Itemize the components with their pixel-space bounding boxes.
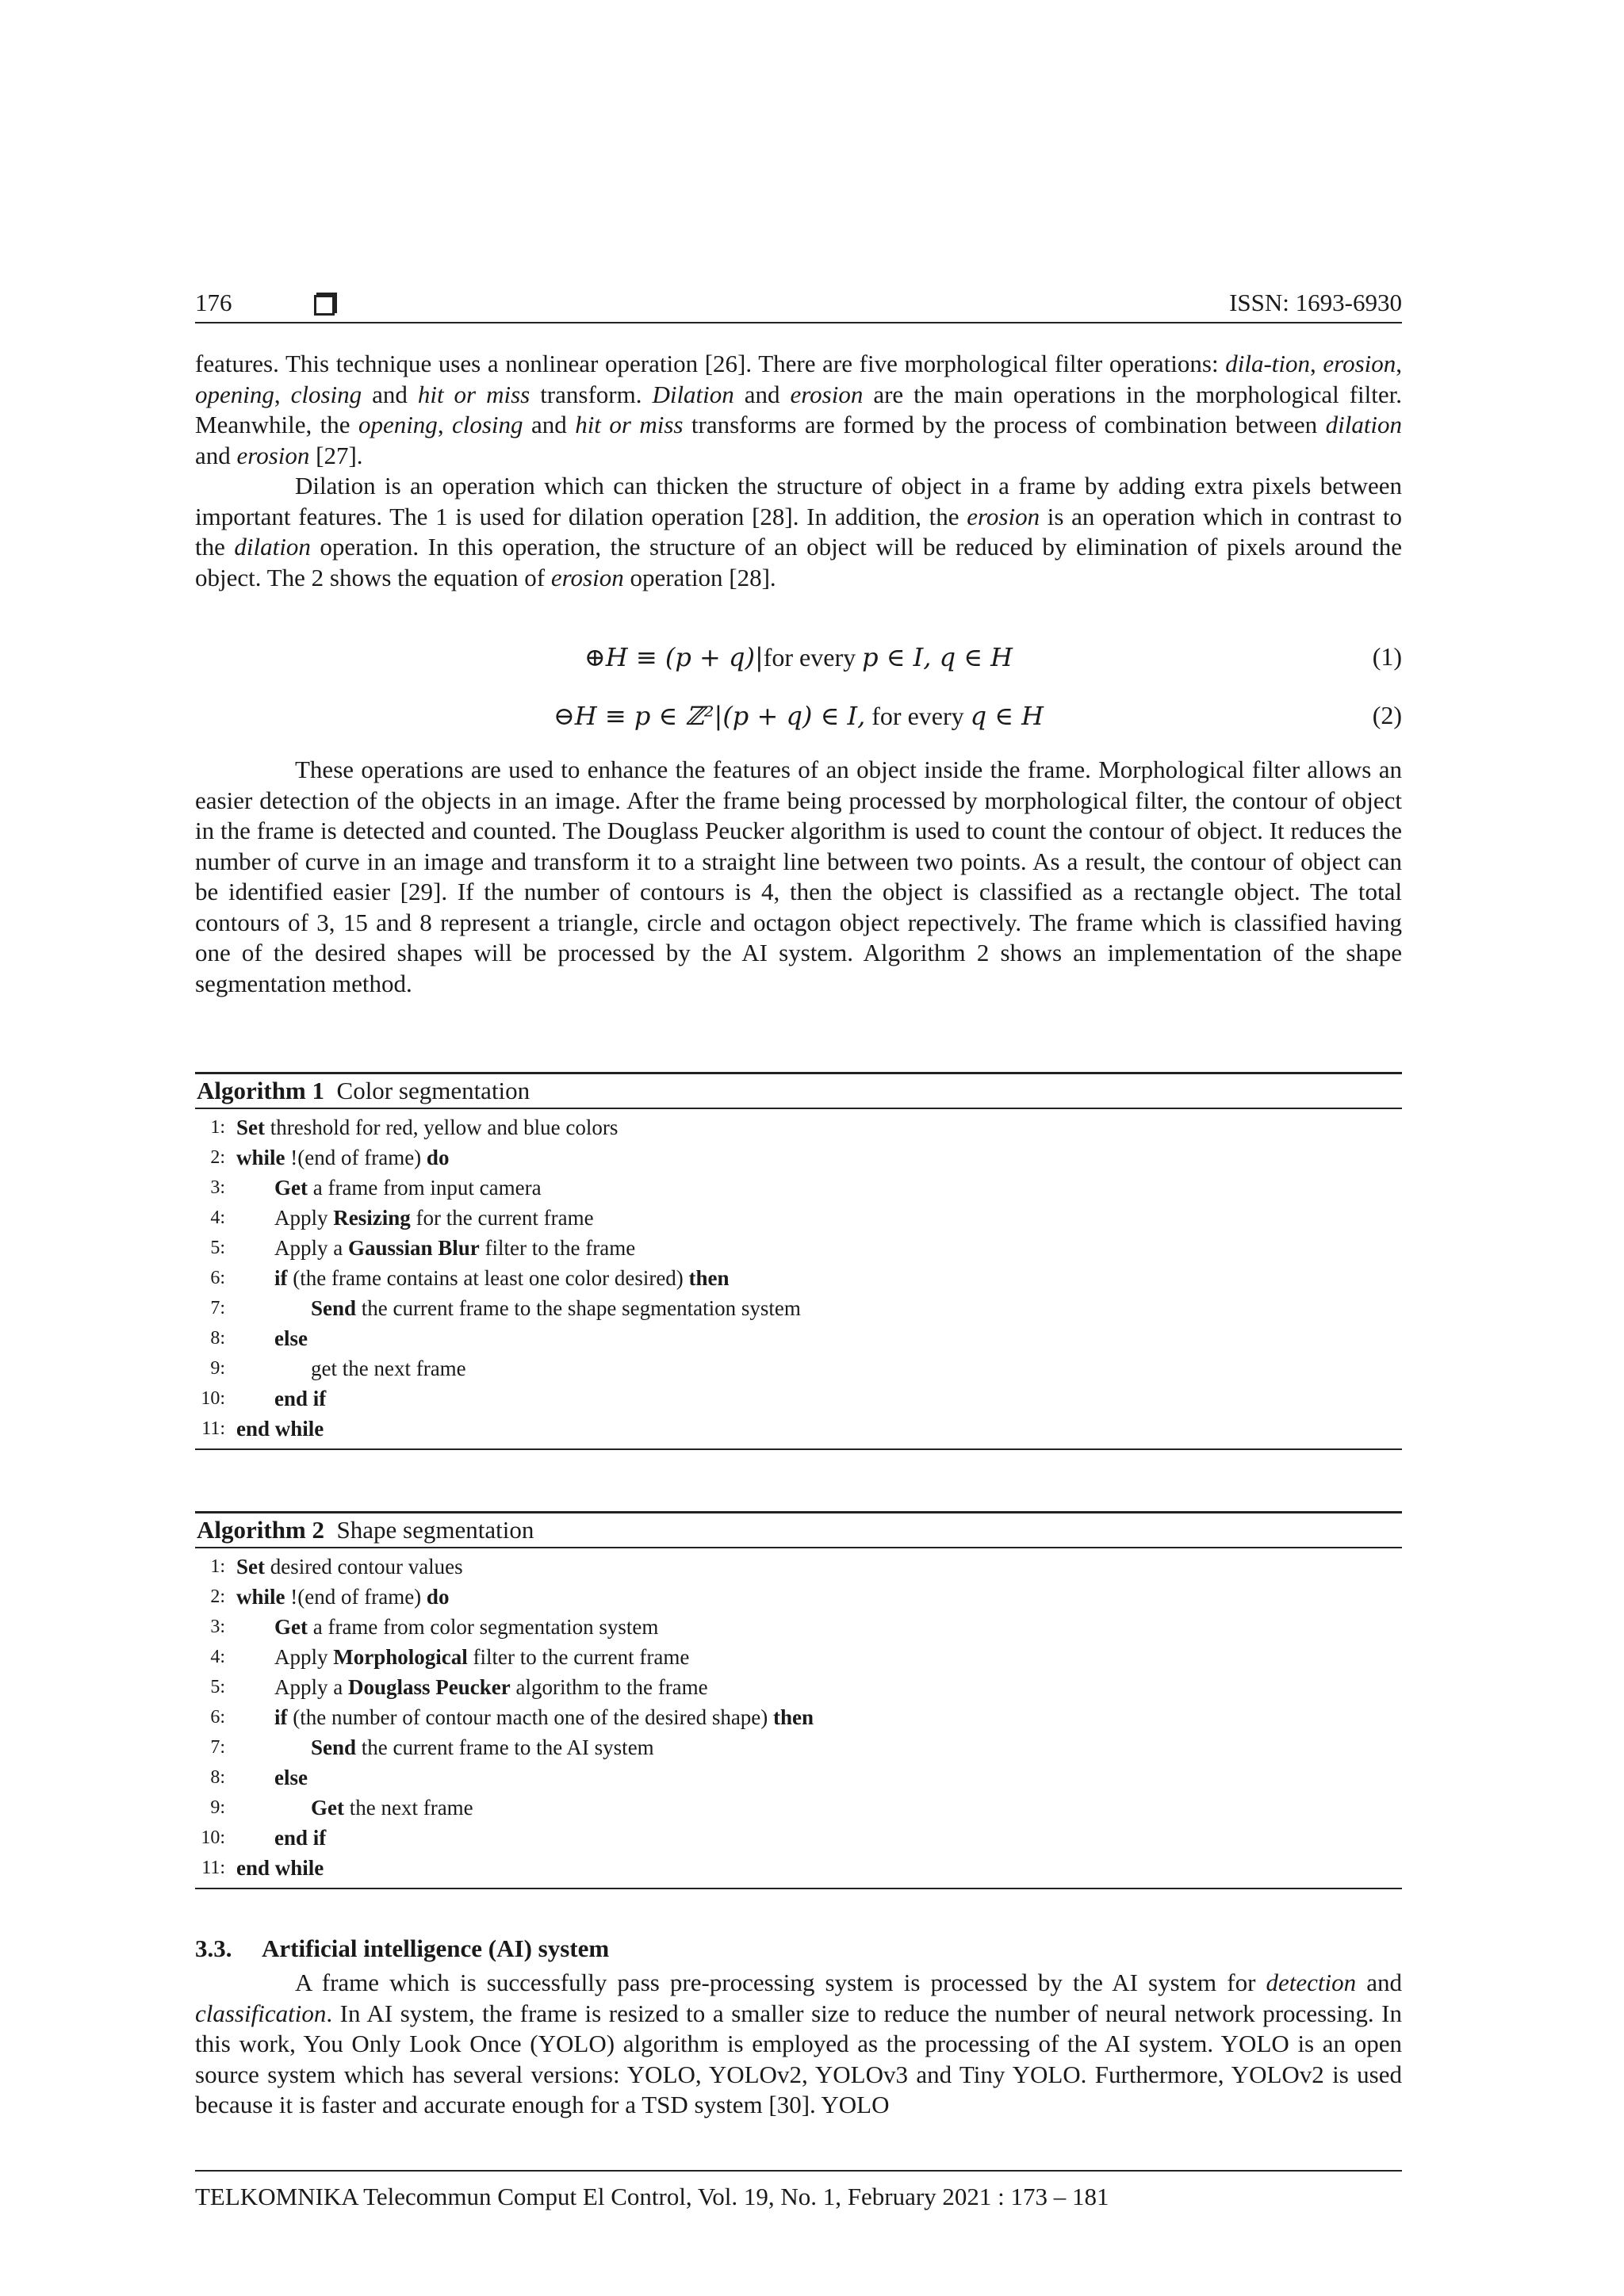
algo-line [195,1353,1402,1383]
line-number: 11: [201,1418,225,1439]
text-run: and [362,380,418,408]
term-dilation: dilation [234,533,311,561]
keyword: Set [236,1115,265,1139]
running-header [195,287,1402,323]
keyword: Get [311,1796,344,1820]
running-footer: TELKOMNIKA Telecommun Comput El Control, Vol. 19, No. 1, February 2021 : 173 – 181 [195,2170,1402,2211]
equation-1-number: (1) [1372,642,1402,671]
algorithm-1 [195,1072,1402,1450]
keyword: end if [274,1387,327,1410]
text-run: operation [28]. [623,563,776,591]
keyword: end if [274,1826,327,1850]
keyword: Send [311,1735,357,1759]
algo-line [195,1853,1402,1883]
line-number: 9: [210,1797,225,1818]
equation-1-lhs: ⊕H ≡ (p + q)| [584,642,764,672]
algo-line [195,1323,1402,1353]
line-text: Apply a [274,1236,348,1260]
algo-line [195,1552,1402,1582]
text-run: transform. [530,380,653,408]
algorithm-1-label: Algorithm 1 [197,1077,325,1104]
line-number: 4: [210,1207,225,1228]
line-text: (the frame contains at least one color desired) [287,1266,689,1290]
paragraph-3-text: These operations are used to enhance the features of an object inside the frame. Morphological filter allows an easier detection of the objects in an image. After the frame being processed by morphological filter, the contour of object in the frame is detected and counted. The Douglass Peucker algorithm is used to count the contour of object. It reduces the number of curve in an image and transform it to a straight line between two points. As a result, the contour of object can be identified easier [29]. If the number of contours is 4, then the object is classified as a rectangle object. The total contours of 3, 15 and 8 represent a triangle, circle and octagon object repectively. The frame which is classified having one of the desired shapes will be processed by the AI system. Algorithm 2 shows an implementation of the shape segmentation method. [195,756,1402,997]
line-text: the current frame to the AI system [356,1735,654,1759]
keyword: Douglass Peucker [347,1675,511,1699]
keyword: Set [236,1555,265,1578]
section-number: 3.3. [195,1934,232,1962]
line-text: !(end of frame) [285,1585,427,1609]
algo-line [195,1702,1402,1732]
line-number: 11: [201,1858,225,1878]
line-text: the next frame [343,1796,473,1820]
paragraph-2 [195,471,1402,593]
equation-2-body [195,701,1402,731]
text-run: and [1356,1969,1403,1996]
algo-line [195,1173,1402,1203]
line-number: 10: [201,1388,225,1409]
term-hit-or-miss: hit or miss [575,411,684,438]
section-heading [195,1934,609,1963]
algo-line [195,1203,1402,1233]
section-title: Artificial intelligence (AI) system [262,1934,610,1962]
line-number: 6: [210,1707,225,1728]
line-text: Apply [274,1206,334,1230]
term-erosion: erosion [790,380,864,408]
text-run: and [733,380,791,408]
paragraph-1 [195,349,1402,593]
term-opening: opening [358,411,438,438]
algorithm-1-name: Color segmentation [336,1077,530,1104]
keyword: Get [274,1615,308,1639]
text-run: Dilation is an operation which can thicken the structure of object in a frame by adding extra pixels between important features. The 1 is used for dilation operation [28]. In addition, the [195,472,1402,530]
algo-line [195,1293,1402,1323]
line-text: threshold for red, yellow and blue colors [265,1115,619,1139]
keyword: Get [274,1176,308,1200]
line-number: 6: [210,1268,225,1288]
line-text: for the current frame [410,1206,594,1230]
equation-2-text: for every [865,702,971,730]
line-text: !(end of frame) [285,1146,427,1169]
keyword: Send [311,1296,357,1320]
line-number: 8: [210,1767,225,1788]
equation-2-rhs: q ∈ H [970,701,1044,731]
keyword: then [688,1266,730,1290]
line-text: algorithm to the frame [510,1675,708,1699]
algo-line [195,1793,1402,1823]
keyword: while [236,1146,285,1169]
keyword: end while [236,1856,324,1880]
text-run: [27]. [309,441,363,469]
keyword: if [274,1705,288,1729]
keyword: else [274,1766,308,1789]
algo-line [195,1672,1402,1702]
algorithm-1-title [195,1074,1402,1109]
square-icon [314,295,335,316]
line-number: 2: [210,1586,225,1607]
text-run: , [1310,350,1323,377]
paragraph-3 [195,755,1402,999]
line-number: 8: [210,1328,225,1349]
algo-line [195,1642,1402,1672]
line-number: 5: [210,1238,225,1258]
line-text: get the next frame [311,1357,466,1380]
term-dilation: dilation [1325,411,1403,438]
algo-line [195,1112,1402,1142]
line-number: 3: [210,1177,225,1198]
line-number: 3: [210,1617,225,1637]
line-number: 1: [210,1117,225,1138]
term-dilation: dila-tion [1225,350,1310,377]
algo-line [195,1263,1402,1293]
text-run: operation. In this operation, the structure of an object will be reduced by elimination of pixels around the object. The 2 shows the equation of [195,533,1403,591]
term-erosion: erosion [236,441,310,469]
equation-1-text: for every [763,643,863,672]
term-dilation: Dilation [652,380,734,408]
keyword: Morphological [333,1645,468,1669]
keyword: Resizing [333,1206,411,1230]
line-text: Apply [274,1645,334,1669]
line-number: 2: [210,1147,225,1168]
line-text: filter to the frame [479,1236,636,1260]
algo-line [195,1414,1402,1444]
paragraph-4 [195,1968,1402,2121]
term-opening: opening [195,380,274,408]
keyword: if [274,1266,288,1290]
line-text: Apply a [274,1675,348,1699]
line-text: a frame from color segmentation system [307,1615,659,1639]
term-closing: closing [290,380,362,408]
page-number: 176 [195,289,232,316]
text-run: and [523,411,576,438]
algo-line [195,1762,1402,1793]
line-number: 10: [201,1827,225,1848]
equation-1 [195,642,1402,677]
keyword: then [773,1705,814,1729]
algorithm-2-title [195,1513,1402,1548]
line-text: desired contour values [265,1555,463,1578]
text-run: , [274,380,291,408]
keyword: do [426,1585,450,1609]
equation-1-rhs: p ∈ I, q ∈ H [862,642,1013,672]
algo-line [195,1732,1402,1762]
algorithm-2-name: Shape segmentation [336,1516,534,1544]
term-erosion: erosion [1323,350,1396,377]
text-run: . In AI system, the frame is resized to a smaller size to reduce the number of neural network processing. In this work, You Only Look Once (YOLO) algorithm is employed as the processing of the AI system. YOLO is an open source system which has several versions: YOLO, YOLOv2, YOLOv3 and Tiny YOLO. Furthermore, YOLOv2 is used because it is faster and accurate enough for a TSD system [30]. YOLO [195,1999,1402,2118]
line-text: the current frame to the shape segmentation system [356,1296,801,1320]
line-number: 7: [210,1737,225,1758]
algo-line [195,1582,1402,1612]
term-classification: classification [195,1999,327,2027]
term-erosion: erosion [550,563,624,591]
equation-2-number: (2) [1372,701,1402,729]
line-number: 4: [210,1647,225,1667]
keyword: Gaussian Blur [347,1236,480,1260]
line-number: 9: [210,1358,225,1379]
algorithm-2-label: Algorithm 2 [197,1516,325,1544]
term-hit-or-miss: hit or miss [417,380,530,408]
text-run: , [1396,350,1403,377]
line-number: 5: [210,1677,225,1697]
text-run: A frame which is successfully pass pre-processing system is processed by the AI system for [295,1969,1266,1996]
text-run: transforms are formed by the process of combination between [683,411,1326,438]
keyword: else [274,1326,308,1350]
text-run: and [195,441,237,469]
algo-line [195,1233,1402,1263]
equation-2-lhs: ⊖H ≡ p ∈ ℤ²|(p + q) ∈ I, [553,701,866,731]
term-detection: detection [1266,1969,1357,1996]
algorithm-2 [195,1511,1402,1889]
algo-line [195,1823,1402,1853]
line-text: a frame from input camera [307,1176,542,1200]
line-number: 1: [210,1556,225,1577]
keyword: while [236,1585,285,1609]
algo-line [195,1612,1402,1642]
text-run: , [437,411,452,438]
text-run: are the main operations in the morphological filter. Meanwhile, the [195,380,1402,438]
text-run: features. This technique uses a nonlinear operation [26]. There are five morphological filter operations: [195,350,1226,377]
algorithm-2-lines [195,1548,1402,1888]
equation-2 [195,701,1402,736]
algo-line [195,1142,1402,1173]
term-erosion: erosion [967,502,1040,530]
keyword: do [426,1146,450,1169]
term-closing: closing [452,411,523,438]
line-text: filter to the current frame [467,1645,690,1669]
issn: ISSN: 1693-6930 [1229,289,1402,316]
algo-line [195,1383,1402,1414]
line-text: (the number of contour macth one of the desired shape) [287,1705,774,1729]
keyword: end while [236,1417,324,1441]
equation-1-body [195,642,1402,672]
algorithm-1-lines [195,1109,1402,1448]
text-run: is an operation which in contrast to the [195,502,1402,561]
line-number: 7: [210,1298,225,1318]
